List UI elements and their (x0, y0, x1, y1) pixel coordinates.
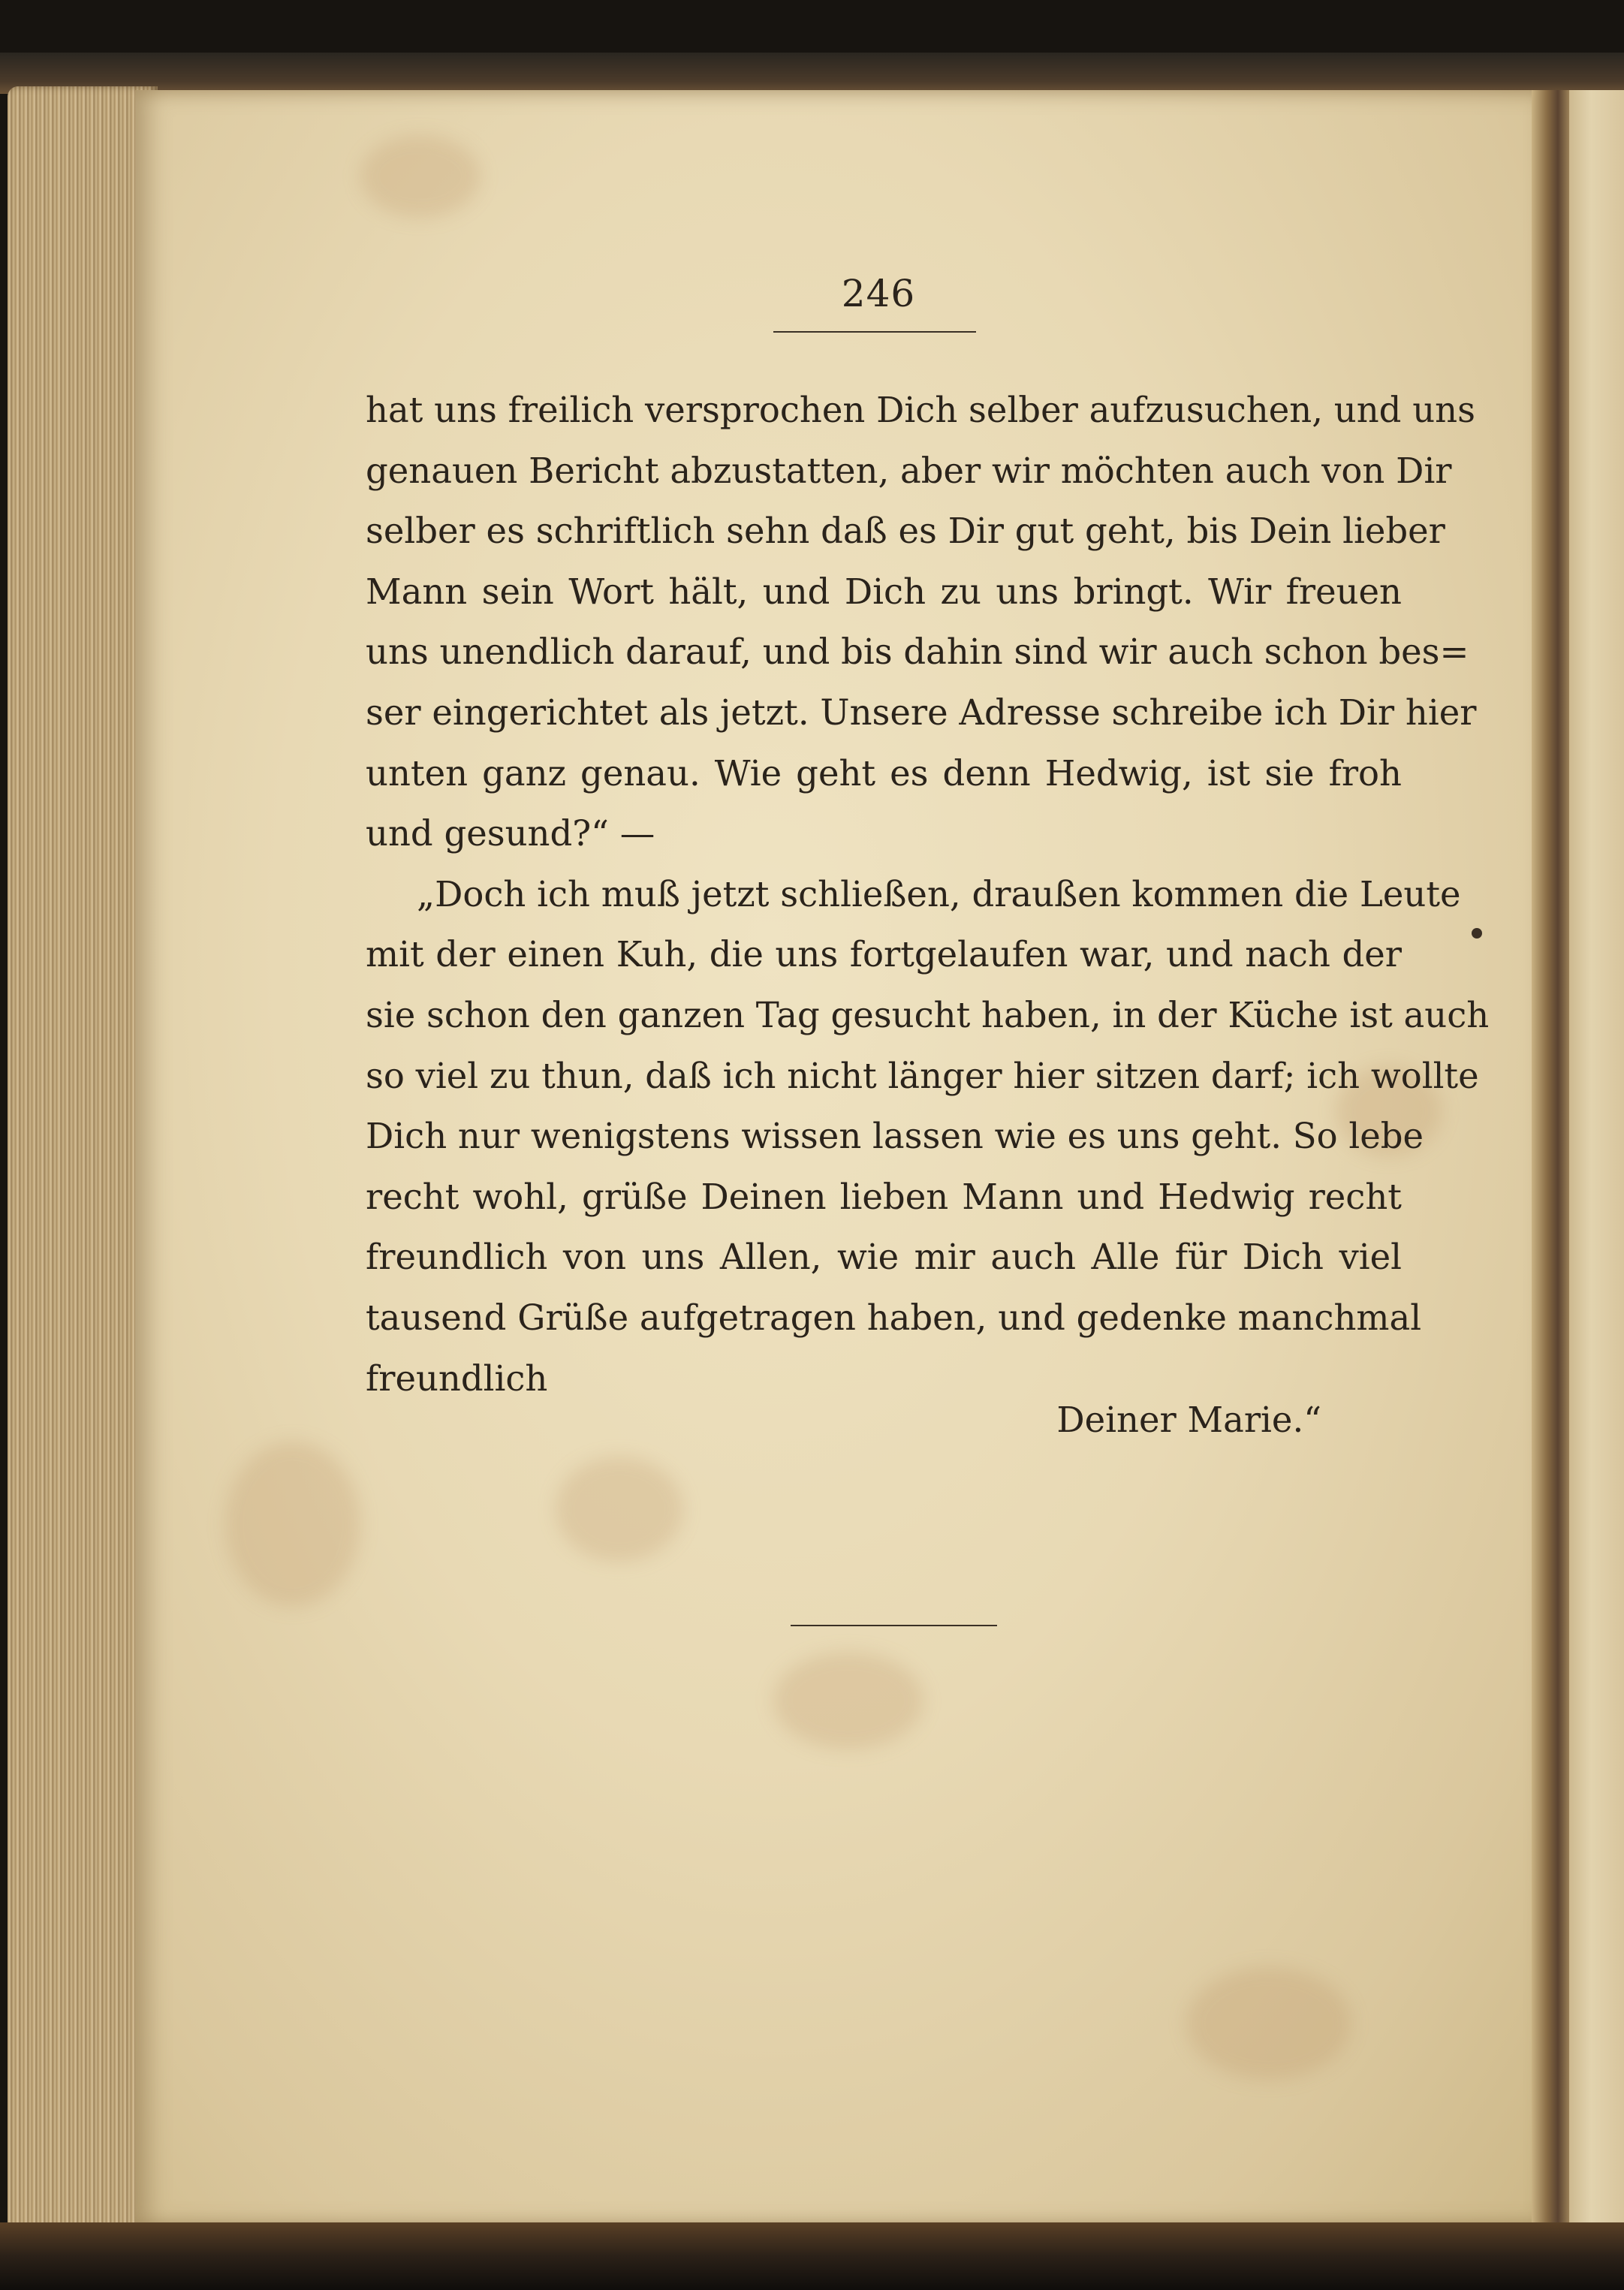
text-line: hat uns freilich versprochen Dich selber aufzusuchen, und uns (366, 390, 1475, 430)
section-end-rule (791, 1625, 997, 1626)
text-line: „Doch ich muß jetzt schließen, draußen kommen die Leute (417, 873, 1461, 914)
text-line: und gesund?“ — (366, 813, 655, 854)
text-line: selber es schriftlich sehn daß es Dir gut geht, bis Dein lieber (366, 511, 1445, 552)
ink-dot (1472, 928, 1482, 939)
text-line: tausend Grüße aufgetragen haben, und gedenke manchmal (366, 1297, 1422, 1338)
paper-stain (556, 1457, 683, 1562)
text-line: Dich nur wenigstens wissen lassen wie es uns geht. So lebe (366, 1116, 1424, 1157)
text-line: freundlich (366, 1357, 548, 1399)
paper-stain (773, 1652, 923, 1749)
book-cover-top-edge (0, 53, 1624, 94)
text-line: unten ganz genau. Wie geht es denn Hedwig, ist sie froh (366, 752, 1402, 794)
text-line: Mann sein Wort hält, und Dich zu uns bringt. Wir freuen (366, 571, 1402, 612)
paper-stain (1186, 1967, 1351, 2080)
header-rule (773, 331, 976, 333)
letter-signature: Deiner Marie.“ (1056, 1400, 1321, 1440)
text-line: freundlich von uns Allen, wie mir auch Alle für Dich viel (366, 1237, 1402, 1278)
text-line: so viel zu thun, daß ich nicht länger hier sitzen darf; ich wollte (366, 1055, 1479, 1096)
text-line: ser eingerichtet als jetzt. Unsere Adresse schreibe ich Dir hier (366, 692, 1477, 733)
text-line: uns unendlich darauf, und bis dahin sind wir auch schon bes= (366, 631, 1469, 673)
text-line: genauen Bericht abzustatten, aber wir möchten auch von Dir (366, 450, 1452, 491)
book-cover-bottom-edge (0, 2222, 1624, 2290)
text-line: mit der einen Kuh, die uns fortgelaufen war, und nach der (366, 934, 1402, 975)
body-text (366, 380, 1490, 1409)
page-number: 246 (841, 272, 916, 315)
paper-stain (225, 1442, 360, 1607)
text-line: sie schon den ganzen Tag gesucht haben, in der Küche ist auch (366, 994, 1490, 1035)
text-line: recht wohl, grüße Deinen lieben Mann und Hedwig recht (366, 1176, 1402, 1217)
facing-page-edge (1569, 90, 1624, 2226)
book-gutter (1532, 90, 1569, 2226)
paper-stain (360, 135, 481, 218)
